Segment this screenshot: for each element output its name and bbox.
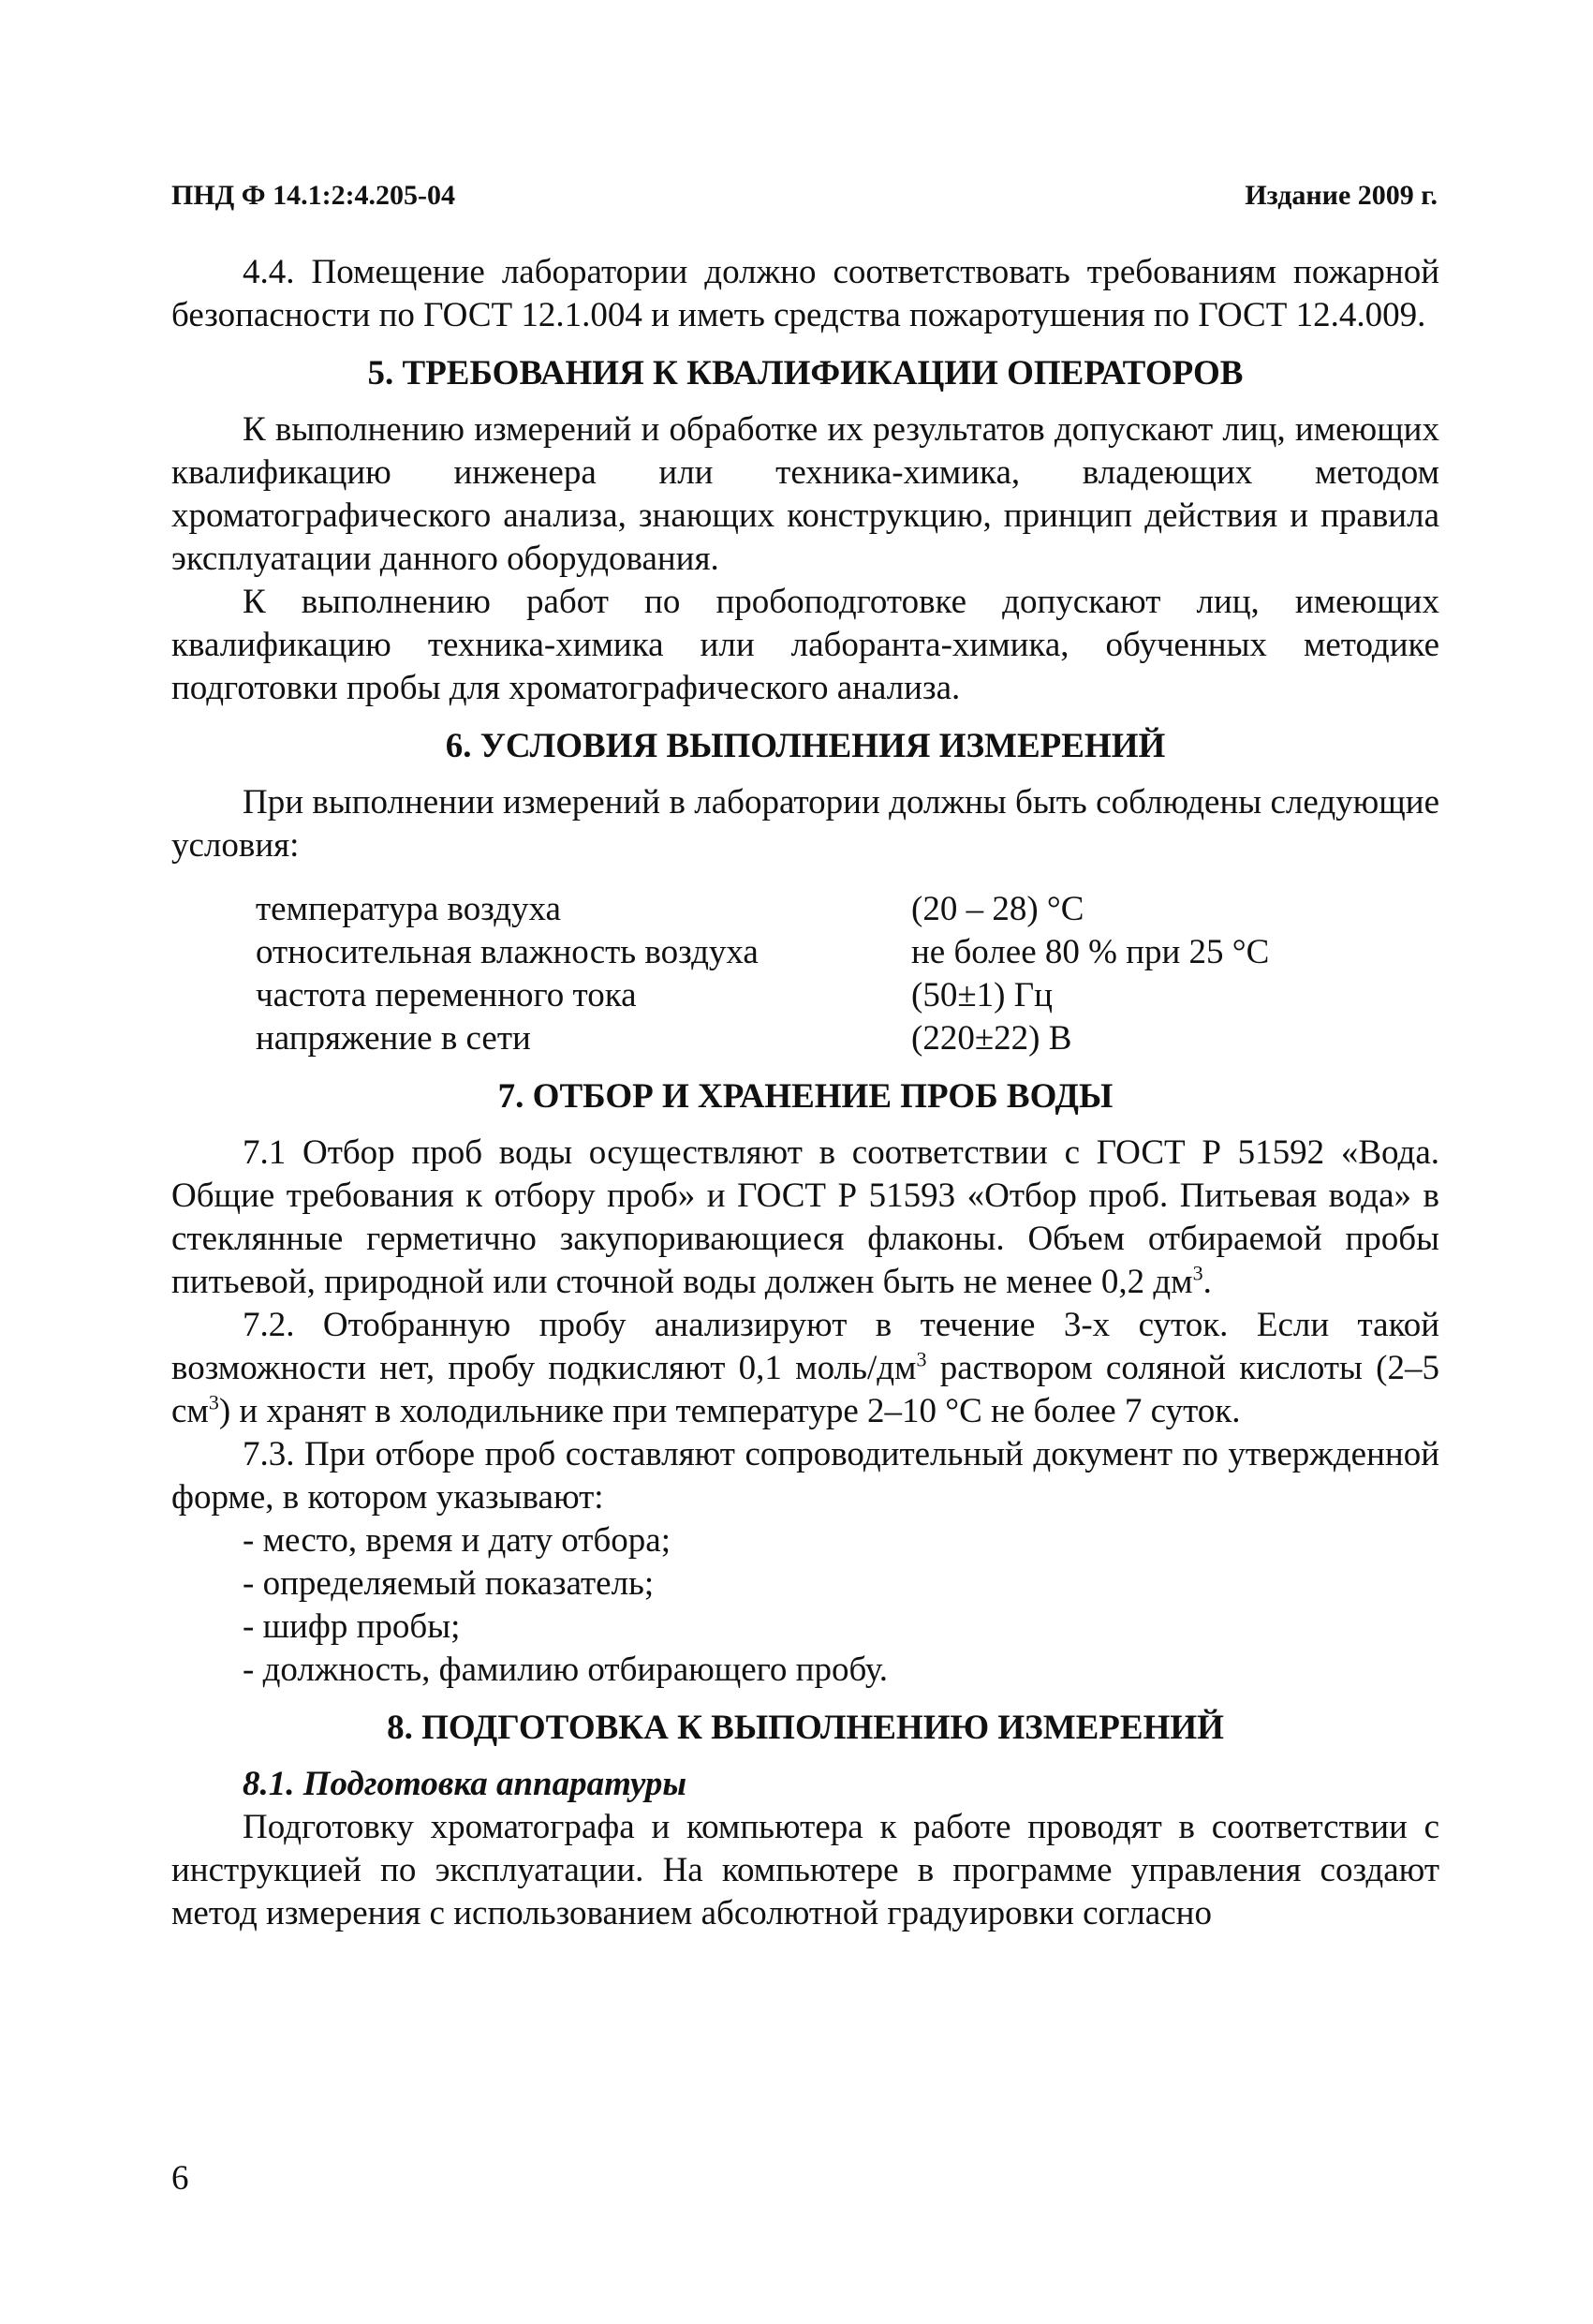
condition-parameter: напряжение в сети bbox=[256, 1019, 531, 1058]
page-content bbox=[171, 251, 1439, 1935]
section-7-p1-end: . bbox=[1202, 1263, 1212, 1301]
section-5-title: 5. ТРЕБОВАНИЯ К КВАЛИФИКАЦИИ ОПЕРАТОРОВ bbox=[367, 354, 1244, 392]
sample-document-fields-list bbox=[171, 1519, 1439, 1692]
paragraph-4-4: 4.4. Помещение лаборатории должно соответствовать требованиям пожарной безопасности по ГОСТ 12.1.004 и иметь средства пожаротушения по ГОСТ 12.4.009. bbox=[171, 253, 1439, 334]
condition-parameter: относительная влажность воздуха bbox=[256, 933, 759, 971]
list-item: - должность, фамилию отбирающего пробу. bbox=[243, 1650, 888, 1689]
section-6-title: 6. УСЛОВИЯ ВЫПОЛНЕНИЯ ИЗМЕРЕНИЙ bbox=[445, 727, 1166, 765]
page-header bbox=[171, 180, 1438, 217]
condition-row bbox=[256, 931, 1269, 974]
section-8-paragraph-1: Подготовку хроматографа и компьютера к работе проводят в соответствии с инструкцией по эксплуатации. На компьютере в программе управления создают метод измерения с использованием абсолютной градуировки согласно bbox=[171, 1808, 1439, 1932]
section-7-p2-part-c: ) и хранят в холодильнике при температуре 2–10 °С не более 7 суток. bbox=[218, 1392, 1241, 1430]
section-7-paragraph-2 bbox=[171, 1304, 1439, 1433]
condition-row bbox=[256, 1017, 1269, 1060]
cubic-superscript: 3 bbox=[208, 1390, 219, 1414]
list-item: - шифр пробы; bbox=[243, 1607, 461, 1646]
list-item: - место, время и дату отбора; bbox=[243, 1521, 671, 1560]
condition-row bbox=[256, 974, 1269, 1017]
section-5-paragraph-2: К выполнению работ по пробоподготовке допускают лиц, имеющих квалификацию техника-химика или лаборанта-химика, обученных методике подготовки пробы для хроматографического анализа. bbox=[171, 583, 1439, 707]
condition-row bbox=[256, 888, 1269, 931]
section-8-title: 8. ПОДГОТОВКА К ВЫПОЛНЕНИЮ ИЗМЕРЕНИЙ bbox=[387, 1709, 1224, 1747]
section-7-p1-text: 7.1 Отбор проб воды осуществляют в соответствии с ГОСТ Р 51592 «Вода. Общие требования к отбору проб» и ГОСТ Р 51593 «Отбор проб. Питьевая вода» в стеклянные герметично закупоривающиеся флаконы. Объем отбираемой пробы питьевой, природной или сточной воды должен быть не менее 0,2 дм bbox=[171, 1133, 1439, 1301]
conditions-table bbox=[256, 888, 1269, 1060]
condition-value: (50±1) Гц bbox=[911, 976, 1053, 1014]
page-number: 6 bbox=[171, 2159, 189, 2198]
condition-value: (20 – 28) °С bbox=[911, 890, 1084, 928]
condition-value: (220±22) В bbox=[911, 1019, 1072, 1058]
condition-value: не более 80 % при 25 °С bbox=[911, 933, 1270, 971]
document-code: ПНД Ф 14.1:2:4.205-04 bbox=[171, 180, 456, 211]
subsection-8-1-title: 8.1. Подготовка аппаратуры bbox=[243, 1765, 687, 1803]
section-7-paragraph-3: 7.3. При отборе проб составляют сопроводительный документ по утвержденной форме, в котором указывают: bbox=[171, 1435, 1439, 1517]
section-6-intro: При выполнении измерений в лаборатории должны быть соблюдены следующие условия: bbox=[171, 783, 1439, 865]
edition-label: Издание 2009 г. bbox=[1245, 180, 1438, 211]
section-7-paragraph-1 bbox=[171, 1132, 1439, 1304]
section-7-p2-part-b: раствором соляной кислоты (2–5 см bbox=[171, 1349, 1439, 1430]
section-7-p2-part-a: 7.2. Отобранную пробу анализируют в течение 3-х суток. Если такой возможности нет, пробу подкисляют 0,1 моль/дм bbox=[171, 1306, 1439, 1387]
cubic-superscript: 3 bbox=[1192, 1261, 1203, 1285]
cubic-superscript: 3 bbox=[916, 1347, 927, 1371]
list-item: - определяемый показатель; bbox=[243, 1564, 655, 1603]
condition-parameter: температура воздуха bbox=[256, 890, 561, 928]
section-7-title: 7. ОТБОР И ХРАНЕНИЕ ПРОБ ВОДЫ bbox=[497, 1077, 1114, 1116]
section-5-paragraph-1: К выполнению измерений и обработке их результатов допускают лиц, имеющих квалификацию инженера или техника-химика, владеющих методом хроматографического анализа, знающих конструкцию, принцип действия и правила эксплуатации данного оборудования. bbox=[171, 410, 1439, 578]
condition-parameter: частота переменного тока bbox=[256, 976, 637, 1014]
